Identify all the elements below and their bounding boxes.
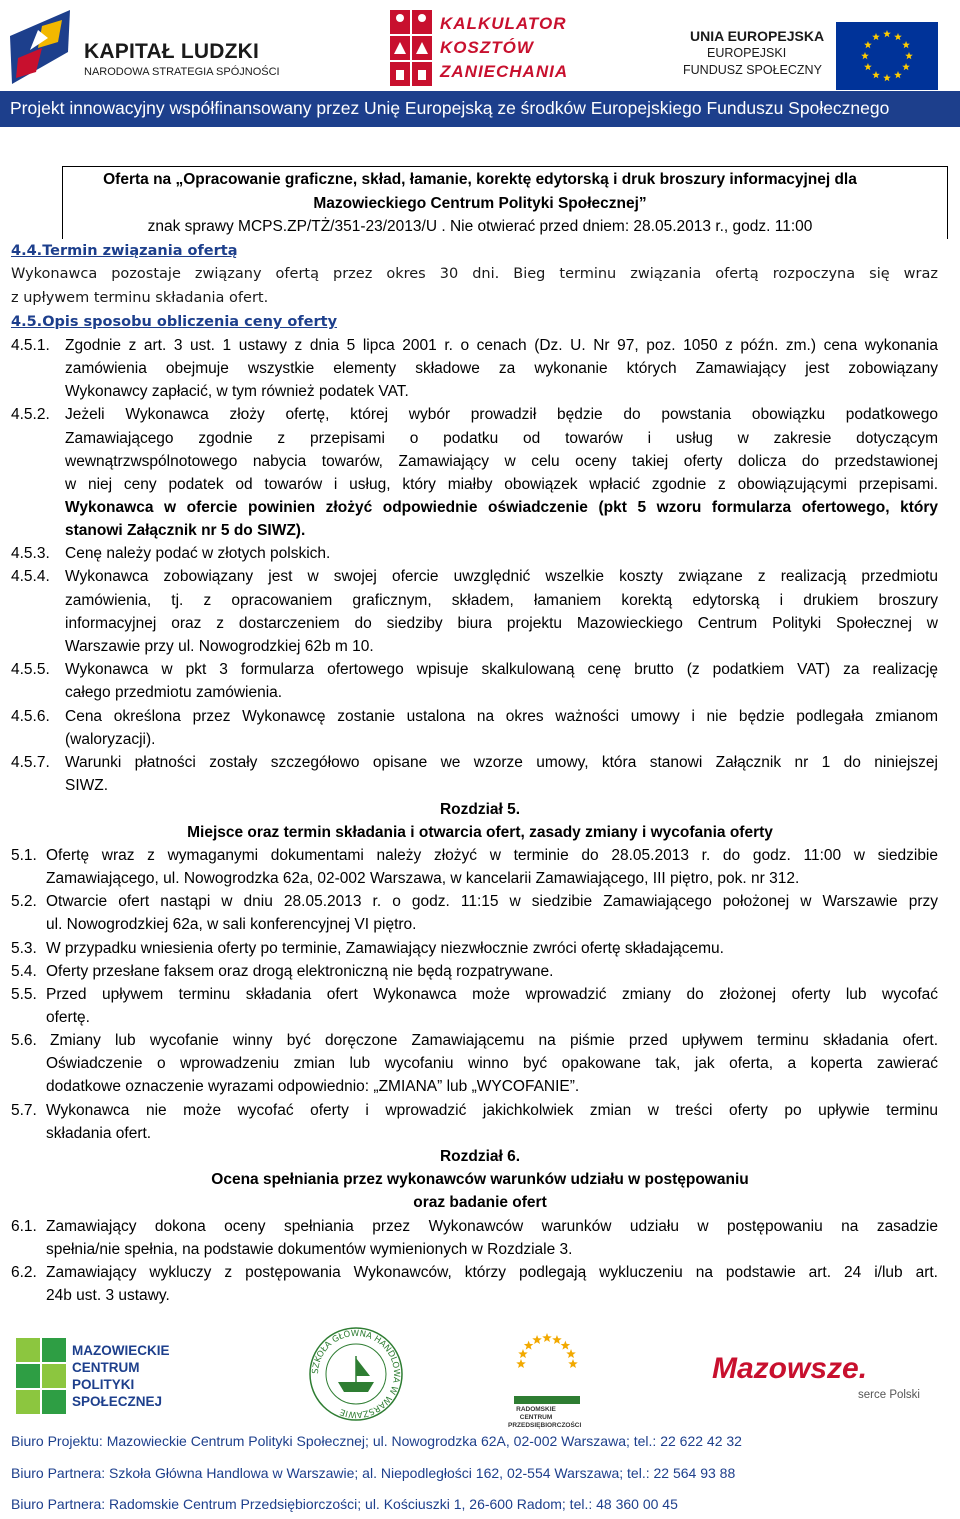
item-5-4-number: 5.4. xyxy=(11,963,37,980)
item-4-5-2-bold-line-1: Wykonawca w ofercie powinien złożyć odpowiednie oświadczenie (pkt 5 wzoru formularza ofertowego, który xyxy=(65,499,938,516)
item-4-5-1-line-1: Zgodnie z art. 3 ust. 1 ustawy z dnia 5 lipca 2001 r. o cenach (Dz. U. Nr 97, poz. 1050 z późn. zm.) cena wykonania xyxy=(65,337,938,354)
item-4-5-4-line-1: Wykonawca zobowiązany jest w swojej ofercie uwzględnić wszelkie koszty związane z realizacją przedmiotu xyxy=(65,568,938,585)
footer-address-rcp: Biuro Partnera: Radomskie Centrum Przedsiębiorczości; ul. Kościuszki 1, 26-600 Radom; tel.: 48 360 00 45 xyxy=(11,1496,678,1512)
section-4-4-line-1: Wykonawca pozostaje związany ofertą przez okres 30 dni. Bieg terminu związania ofertą rozpoczyna się wraz xyxy=(11,266,938,282)
item-5-2-number: 5.2. xyxy=(11,893,37,910)
mcps-line-4: SPOŁECZNEJ xyxy=(72,1394,163,1409)
star-icon xyxy=(516,1359,526,1368)
item-6-2-line-2: 24b ust. 3 ustawy. xyxy=(46,1287,170,1304)
item-4-5-2-line-2: Zamawiającego zgodnie z przepisami o podatku od towarów i usług w zakresie dotyczącym xyxy=(65,430,938,447)
star-icon xyxy=(552,1335,562,1344)
kalkulator-word-1: KALKULATOR xyxy=(440,14,567,33)
mazowsze-tagline: serce Polski xyxy=(858,1389,920,1401)
item-4-5-2-line-1: Jeżeli Wykonawca złoży ofertę, której wybór prowadził będzie do powstania obowiązku podatkowego xyxy=(65,406,938,423)
item-4-5-2-line-3: wewnątrzwspólnotowego nabycia towarów, Zamawiający w celu oceny takiej oferty dolicza do przedstawionej xyxy=(65,453,938,470)
item-5-5-line-2: ofertę. xyxy=(46,1009,90,1026)
item-5-3-number: 5.3. xyxy=(11,940,37,957)
mcps-line-3: POLITYKI xyxy=(72,1377,135,1392)
rcp-text: RADOMSKIE CENTRUM PRZEDSIĘBIORCZOŚCI xyxy=(508,1406,582,1429)
section-4-5-heading: 4.5.Opis sposobu obliczenia ceny oferty xyxy=(11,314,338,330)
item-5-3-text: W przypadku wniesienia oferty po terminie, Zamawiający niezwłocznie zwróci ofertę składającemu. xyxy=(46,940,724,957)
item-4-5-6-line-1: Cena określona przez Wykonawcę zostanie ustalona na okres ważności umowy i nie będzie podlegała zmianom xyxy=(65,708,938,725)
eu-flag-icon xyxy=(836,22,938,90)
eu-line-2: EUROPEJSKI xyxy=(707,46,787,60)
item-5-7-number: 5.7. xyxy=(11,1102,37,1119)
star-icon xyxy=(566,1349,576,1358)
rcp-stars-icon xyxy=(514,1326,580,1404)
star-icon xyxy=(532,1335,542,1344)
item-5-4-text: Oferty przesłane faksem oraz drogą elektroniczną nie będą rozpatrywane. xyxy=(46,963,554,980)
people-house-icon xyxy=(388,8,436,88)
case-number-line: znak sprawy MCPS.ZP/TŻ/351-23/2013/U . Nie otwierać przed dniem: 28.05.2013 r., godz. 11:00 xyxy=(147,218,813,235)
item-4-5-1-number: 4.5.1. xyxy=(11,337,50,354)
sgh-ring-text: SZKOŁA GŁÓWNA HANDLOWA W WARSZAWIE xyxy=(310,1328,402,1420)
kapital-ludzki-title: KAPITAŁ LUDZKI xyxy=(84,40,260,63)
mcps-line-2: CENTRUM xyxy=(72,1360,140,1375)
eu-title: UNIA EUROPEJSKA xyxy=(690,28,825,44)
mazowsze-wordmark: Mazowsze. xyxy=(712,1352,868,1385)
offer-title-line-1: Oferta na „Opracowanie graficzne, skład, łamanie, korektę edytorską i druk broszury informacyjnej dla xyxy=(103,171,857,188)
item-4-5-2-bold-line-2: stanowi Załącznik nr 5 do SIWZ). xyxy=(65,522,306,539)
kalkulator-word-2: KOSZTÓW xyxy=(440,38,534,57)
item-5-6-line-3: dodatkowe oznaczenie wyrazami odpowiednio: „ZMIANA” lub „WYCOFANIE”. xyxy=(46,1078,580,1095)
star-icon xyxy=(561,1341,571,1350)
item-5-7-line-2: składania ofert. xyxy=(46,1125,152,1142)
item-4-5-3-number: 4.5.3. xyxy=(11,545,50,562)
item-5-1-number: 5.1. xyxy=(11,847,37,864)
item-4-5-1-line-3: Wykonawcy zapłacić, w tym również podatek VAT. xyxy=(65,383,409,400)
item-5-7-line-1: Wykonawca nie może wycofać oferty i wprowadzić jakichkolwiek zmian w treści oferty po upływie terminu xyxy=(46,1102,938,1119)
item-4-5-4-line-2: zamówienia, tj. z opracowaniem graficznym, składem, łamaniem korektą edytorską i drukiem broszury xyxy=(65,592,938,609)
chapter-6-subtitle-1: Ocena spełniania przez wykonawców warunków udziału w postępowaniu xyxy=(211,1171,749,1188)
item-6-1-line-2: spełnia/nie spełnia, na podstawie dokumentów wymienionych w Rozdziale 3. xyxy=(46,1241,573,1258)
item-5-2-line-1: Otwarcie ofert nastąpi w dniu 28.05.2013 r. o godz. 11:15 w siedzibie Zamawiającego położonej w Warszawie przy xyxy=(46,893,938,910)
star-icon xyxy=(518,1349,528,1358)
star-icon xyxy=(542,1333,552,1342)
item-5-1-line-1: Ofertę wraz z wymaganymi dokumentami należy złożyć w terminie do 28.05.2013 r. do godz. 11:00 w siedzibie xyxy=(46,847,938,864)
item-4-5-5-line-1: Wykonawca w pkt 3 formularza ofertowego wpisuje skalkulowaną cenę brutto (z podatkiem VAT) za realizację xyxy=(65,661,938,678)
eu-line-3: FUNDUSZ SPOŁECZNY xyxy=(683,63,822,77)
item-4-5-1-line-2: zamówienia obejmuje wszystkie elementy składowe za wykonanie których Zamawiający jest zobowiązany xyxy=(65,360,938,377)
project-banner xyxy=(0,91,960,127)
star-icon xyxy=(524,1341,534,1350)
chapter-6-title: Rozdział 6. xyxy=(439,1148,521,1165)
item-4-5-2-line-4: w niej ceny podatek od towarów i usług, który miałby obowiązek wpłacić zgodnie z obowiązującymi przepisami. xyxy=(65,476,938,493)
item-5-1-line-2: Zamawiającego, ul. Nowogrodzka 62a, 02-002 Warszawa, w kancelarii Zamawiającego, III piętro, pok. nr 312. xyxy=(46,870,800,887)
item-4-5-3-text: Cenę należy podać w złotych polskich. xyxy=(65,545,331,562)
section-4-4-line-2: z upływem terminu składania ofert. xyxy=(11,290,269,306)
item-4-5-7-line-2: SIWZ. xyxy=(65,777,109,794)
chapter-5-subtitle: Miejsce oraz termin składania i otwarcia ofert, zasady zmiany i wycofania oferty xyxy=(187,824,773,841)
kapital-ludzki-subtitle: NARODOWA STRATEGIA SPÓJNOŚCI xyxy=(84,66,280,78)
item-4-5-4-line-4: Warszawie przy ul. Nowogrodzkiej 62b m 10. xyxy=(65,638,374,655)
section-4-4-heading: 4.4.Termin związania ofertą xyxy=(11,243,238,259)
sgh-seal-icon xyxy=(308,1326,404,1422)
item-4-5-7-line-1: Warunki płatności zostały szczegółowo opisane we wzorze umowy, która stanowi Załącznik nr 1 do niniejszej xyxy=(65,754,938,771)
item-4-5-7-number: 4.5.7. xyxy=(11,754,50,771)
item-5-2-line-2: ul. Nowogrodzkiej 62a, w sali konferencyjnej VI piętro. xyxy=(46,916,417,933)
mcps-line-1: MAZOWIECKIE xyxy=(72,1343,170,1358)
item-6-2-line-1: Zamawiający wykluczy z postępowania Wykonawców, którzy podlegają wykluczeniu na podstawie art. 24 i/lub art. xyxy=(46,1264,938,1281)
footer-address-project: Biuro Projektu: Mazowieckie Centrum Polityki Społecznej; ul. Nowogrodzka 62A, 02-002 Warszawa; tel.: 22 622 42 32 xyxy=(11,1433,742,1449)
footer-address-sgh: Biuro Partnera: Szkoła Główna Handlowa w Warszawie; al. Niepodległości 162, 02-554 Warszawa; tel.: 22 564 93 88 xyxy=(11,1465,736,1481)
item-4-5-6-number: 4.5.6. xyxy=(11,708,50,725)
chapter-6-subtitle-2: oraz badanie ofert xyxy=(413,1194,547,1211)
kapital-ludzki-emblem-icon xyxy=(8,8,74,86)
item-5-6-line-1: Zmiany lub wycofanie winny być doręczone Zamawiającemu na piśmie przed upływem terminu składania ofert. xyxy=(50,1032,938,1049)
item-6-1-number: 6.1. xyxy=(11,1218,37,1235)
item-4-5-5-line-2: całego przedmiotu zamówienia. xyxy=(65,684,283,701)
item-4-5-2-number: 4.5.2. xyxy=(11,406,50,423)
item-6-2-number: 6.2. xyxy=(11,1264,37,1281)
item-4-5-4-line-3: informacyjnej oraz z dostarczeniem do siedziby biura projektu Mazowieckiego Centrum Polityki Społecznej w xyxy=(65,615,938,632)
mcps-emblem-icon xyxy=(14,1336,68,1416)
item-4-5-5-number: 4.5.5. xyxy=(11,661,50,678)
item-5-5-number: 5.5. xyxy=(11,986,37,1003)
item-4-5-6-line-2: (waloryzacji). xyxy=(65,731,156,748)
chapter-5-title: Rozdział 5. xyxy=(439,801,521,818)
item-4-5-4-number: 4.5.4. xyxy=(11,568,50,585)
item-6-1-line-1: Zamawiający dokona oceny spełniania przez Wykonawców warunków udziału w postępowaniu na zasadzie xyxy=(46,1218,938,1235)
item-5-6-number: 5.6. xyxy=(11,1032,37,1049)
item-5-5-line-1: Przed upływem terminu składania ofert Wykonawca może wprowadzić zmiany do złożonej oferty lub wycofać xyxy=(46,986,938,1003)
kalkulator-word-3: ZANIECHANIA xyxy=(440,62,569,81)
star-icon xyxy=(568,1359,578,1368)
item-5-6-line-2: Oświadczenie o wprowadzeniu zmian lub wycofaniu winno być opakowane tak, jak oferta, a koperta zawierać xyxy=(46,1055,938,1072)
project-banner-text: Projekt innowacyjny współfinansowany przez Unię Europejską ze środków Europejskiego Funduszu Społecznego xyxy=(10,98,890,118)
offer-title-line-2: Mazowieckiego Centrum Polityki Społecznej” xyxy=(313,195,647,212)
